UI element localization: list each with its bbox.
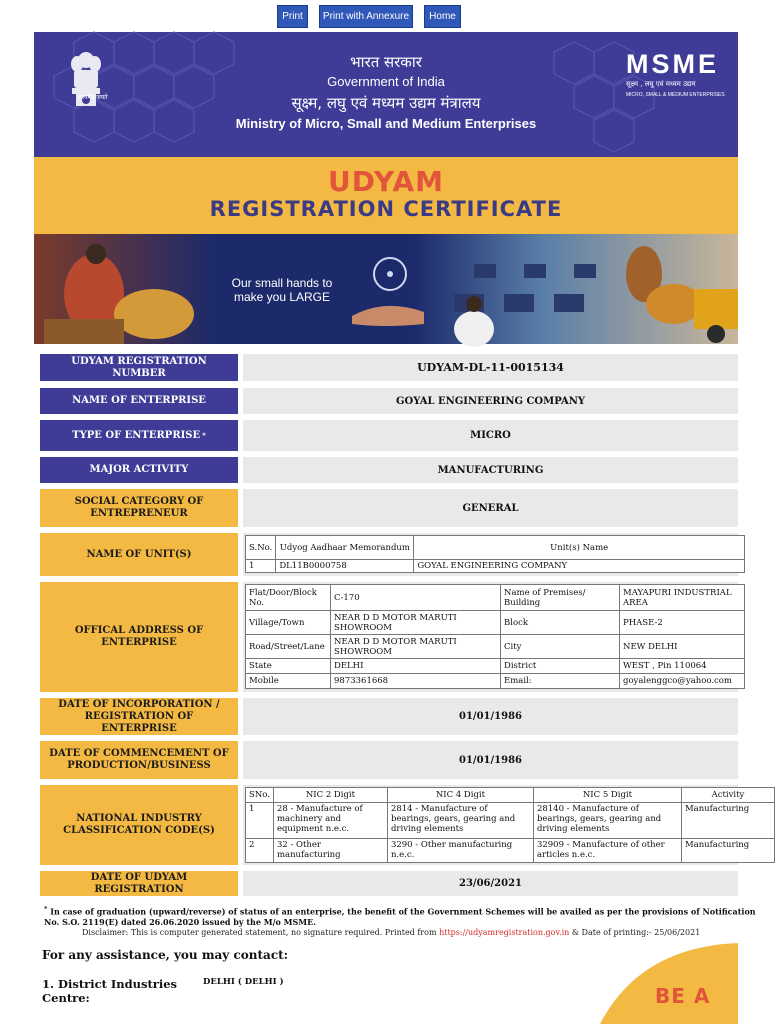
udyam-title: UDYAM: [327, 165, 445, 198]
address-block-value: PHASE-2: [620, 611, 745, 635]
enterprise-type-asterisk: *: [202, 430, 206, 440]
nic-table: [245, 787, 775, 863]
msme-logo: [626, 50, 738, 120]
address-mobile-label: Mobile: [246, 674, 331, 689]
address-city-label: City: [501, 635, 620, 659]
nic-cell-activity: Manufacturing: [681, 839, 774, 863]
hindi-govt-title: भारत सरकार: [350, 53, 422, 71]
table-row: [246, 611, 745, 635]
commencement-date-value: 01/01/1986: [243, 741, 738, 779]
address-flat-value: C-170: [331, 585, 501, 611]
disclaimer: [82, 928, 738, 937]
nic-cell-sno: 2: [246, 839, 274, 863]
msme-logo-text: MSME: [626, 49, 719, 79]
units-header-uam: Udyog Aadhaar Memorandum: [276, 536, 414, 560]
udyam-portal-link[interactable]: https://udyamregistration.gov.in: [439, 928, 570, 937]
units-cell-uam: DL11B0000758: [276, 560, 414, 573]
nic-cell-activity: Manufacturing: [681, 803, 774, 839]
print-with-annexure-button[interactable]: Print with Annexure: [319, 5, 413, 28]
social-category-label: SOCIAL CATEGORY OF ENTREPRENEUR: [40, 489, 238, 527]
udyam-date-label: DATE OF UDYAM REGISTRATION: [40, 871, 238, 896]
nic-cell-2digit: 32 - Other manufacturing: [273, 839, 387, 863]
address-city-value: NEW DELHI: [620, 635, 745, 659]
toolbar: [0, 5, 738, 29]
table-row: [246, 585, 745, 611]
address-district-label: District: [501, 659, 620, 674]
printing-date-text: & Date of printing:- 25/06/2021: [571, 928, 701, 937]
units-box: [243, 533, 738, 576]
print-button[interactable]: Print: [277, 5, 308, 28]
address-box: [243, 582, 738, 692]
nic-cell-2digit: 28 - Manufacture of machinery and equipment n.e.c.: [273, 803, 387, 839]
nic-header-4digit: NIC 4 Digit: [387, 788, 533, 803]
banner-tagline: Our small hands to make you LARGE: [231, 276, 333, 304]
address-table: [245, 584, 745, 689]
major-activity-value: MANUFACTURING: [243, 457, 738, 483]
table-row: [246, 659, 745, 674]
enterprise-type-value: MICRO: [243, 420, 738, 451]
nic-header-sno: SNo.: [246, 788, 274, 803]
commencement-date-label: DATE OF COMMENCEMENT OF PRODUCTION/BUSINESS: [40, 741, 238, 779]
address-road-value: NEAR D D MOTOR MARUTI SHOWROOM: [331, 635, 501, 659]
nic-header-2digit: NIC 2 Digit: [273, 788, 387, 803]
enterprise-type-label-text: TYPE OF ENTERPRISE: [72, 429, 201, 441]
msme-logo-hindi: सूक्ष्म , लघु एवं मध्यम उद्यम: [626, 80, 696, 88]
units-header-name: Unit(s) Name: [414, 536, 745, 560]
corner-be-a-text: BE A: [655, 984, 711, 1008]
dic-value: DELHI ( DELHI ): [203, 977, 284, 987]
address-state-label: State: [246, 659, 331, 674]
table-row: [246, 674, 745, 689]
table-row: [246, 839, 775, 863]
units-header-sno: S.No.: [246, 536, 276, 560]
address-email-label: Email:: [501, 674, 620, 689]
address-block-label: Block: [501, 611, 620, 635]
nic-cell-5digit: 28140 - Manufacture of bearings, gears, gearing and driving elements: [533, 803, 681, 839]
emblem-caption: सत्यमेव जयते: [78, 95, 108, 101]
registration-certificate-title: REGISTRATION CERTIFICATE: [209, 197, 563, 221]
nic-header-activity: Activity: [681, 788, 774, 803]
graduation-footnote: [44, 904, 756, 927]
address-label: OFFICAL ADDRESS OF ENTERPRISE: [40, 582, 238, 692]
incorporation-date-value: 01/01/1986: [243, 698, 738, 735]
nic-cell-5digit: 32909 - Manufacture of other articles n.e.c.: [533, 839, 681, 863]
nic-box: [243, 785, 750, 865]
msme-logo-subtitle: MICRO, SMALL & MEDIUM ENTERPRISES: [626, 92, 725, 98]
social-category-value: GENERAL: [243, 489, 738, 527]
units-table: [245, 535, 745, 573]
major-activity-label: MAJOR ACTIVITY: [40, 457, 238, 483]
udyam-date-value: 23/06/2021: [243, 871, 738, 896]
nic-header-5digit: NIC 5 Digit: [533, 788, 681, 803]
address-village-label: Village/Town: [246, 611, 331, 635]
enterprise-type-label: [40, 420, 238, 451]
ministry-header: [34, 32, 738, 157]
address-premises-label: Name of Premises/ Building: [501, 585, 620, 611]
enterprise-name-value: GOYAL ENGINEERING COMPANY: [243, 388, 738, 414]
table-row: [246, 560, 745, 573]
units-cell-sno: 1: [246, 560, 276, 573]
nic-label: NATIONAL INDUSTRY CLASSIFICATION CODE(S): [40, 785, 238, 865]
disclaimer-text: Disclaimer: This is computer generated statement, no signature required. Printed from: [82, 928, 437, 937]
reg-number-value: UDYAM-DL-11-0015134: [243, 354, 738, 381]
govt-title: Government of India: [327, 74, 445, 89]
enterprise-name-label: NAME OF ENTERPRISE: [40, 388, 238, 414]
home-button[interactable]: Home: [424, 5, 461, 28]
footnote-line-1: In case of graduation (upward/reverse) of status of an enterprise, the benefit of the Government Schemes will be availed as per the provisions of Notification: [50, 906, 756, 917]
ministry-title: Ministry of Micro, Small and Medium Enterprises: [235, 116, 537, 131]
footnote-asterisk: *: [44, 905, 48, 913]
address-state-value: DELHI: [331, 659, 501, 674]
units-label: NAME OF UNIT(S): [40, 533, 238, 576]
banner-image: [34, 234, 738, 344]
address-premises-value: MAYAPURI INDUSTRIAL AREA: [620, 585, 745, 611]
address-mobile-value: 9873361668: [331, 674, 501, 689]
reg-number-label: UDYAM REGISTRATION NUMBER: [40, 354, 238, 381]
banner-illustration: [34, 234, 738, 344]
address-email-value[interactable]: goyalenggco@yahoo.com: [620, 674, 745, 689]
address-district-value: WEST , Pin 110064: [620, 659, 745, 674]
hindi-ministry-title: सूक्ष्म, लघु एवं मध्यम उद्यम मंत्रालय: [291, 94, 481, 112]
assistance-heading: For any assistance, you may contact:: [42, 948, 289, 962]
certificate-title-band: [34, 157, 738, 234]
address-flat-label: Flat/Door/Block No.: [246, 585, 331, 611]
nic-cell-4digit: 2814 - Manufacture of bearings, gears, gearing and driving elements: [387, 803, 533, 839]
nic-cell-4digit: 3290 - Other manufacturing n.e.c.: [387, 839, 533, 863]
dic-label: 1. District Industries Centre:: [42, 977, 178, 1005]
table-row: [246, 635, 745, 659]
address-village-value: NEAR D D MOTOR MARUTI SHOWROOM: [331, 611, 501, 635]
address-road-label: Road/Street/Lane: [246, 635, 331, 659]
incorporation-date-label: DATE OF INCORPORATION / REGISTRATION OF ENTERPRISE: [40, 698, 238, 735]
units-cell-name: GOYAL ENGINEERING COMPANY: [414, 560, 745, 573]
table-row: [246, 803, 775, 839]
footnote-line-2: No. S.O. 2119(E) dated 26.06.2020 issued by the M/o MSME.: [44, 916, 316, 927]
nic-cell-sno: 1: [246, 803, 274, 839]
